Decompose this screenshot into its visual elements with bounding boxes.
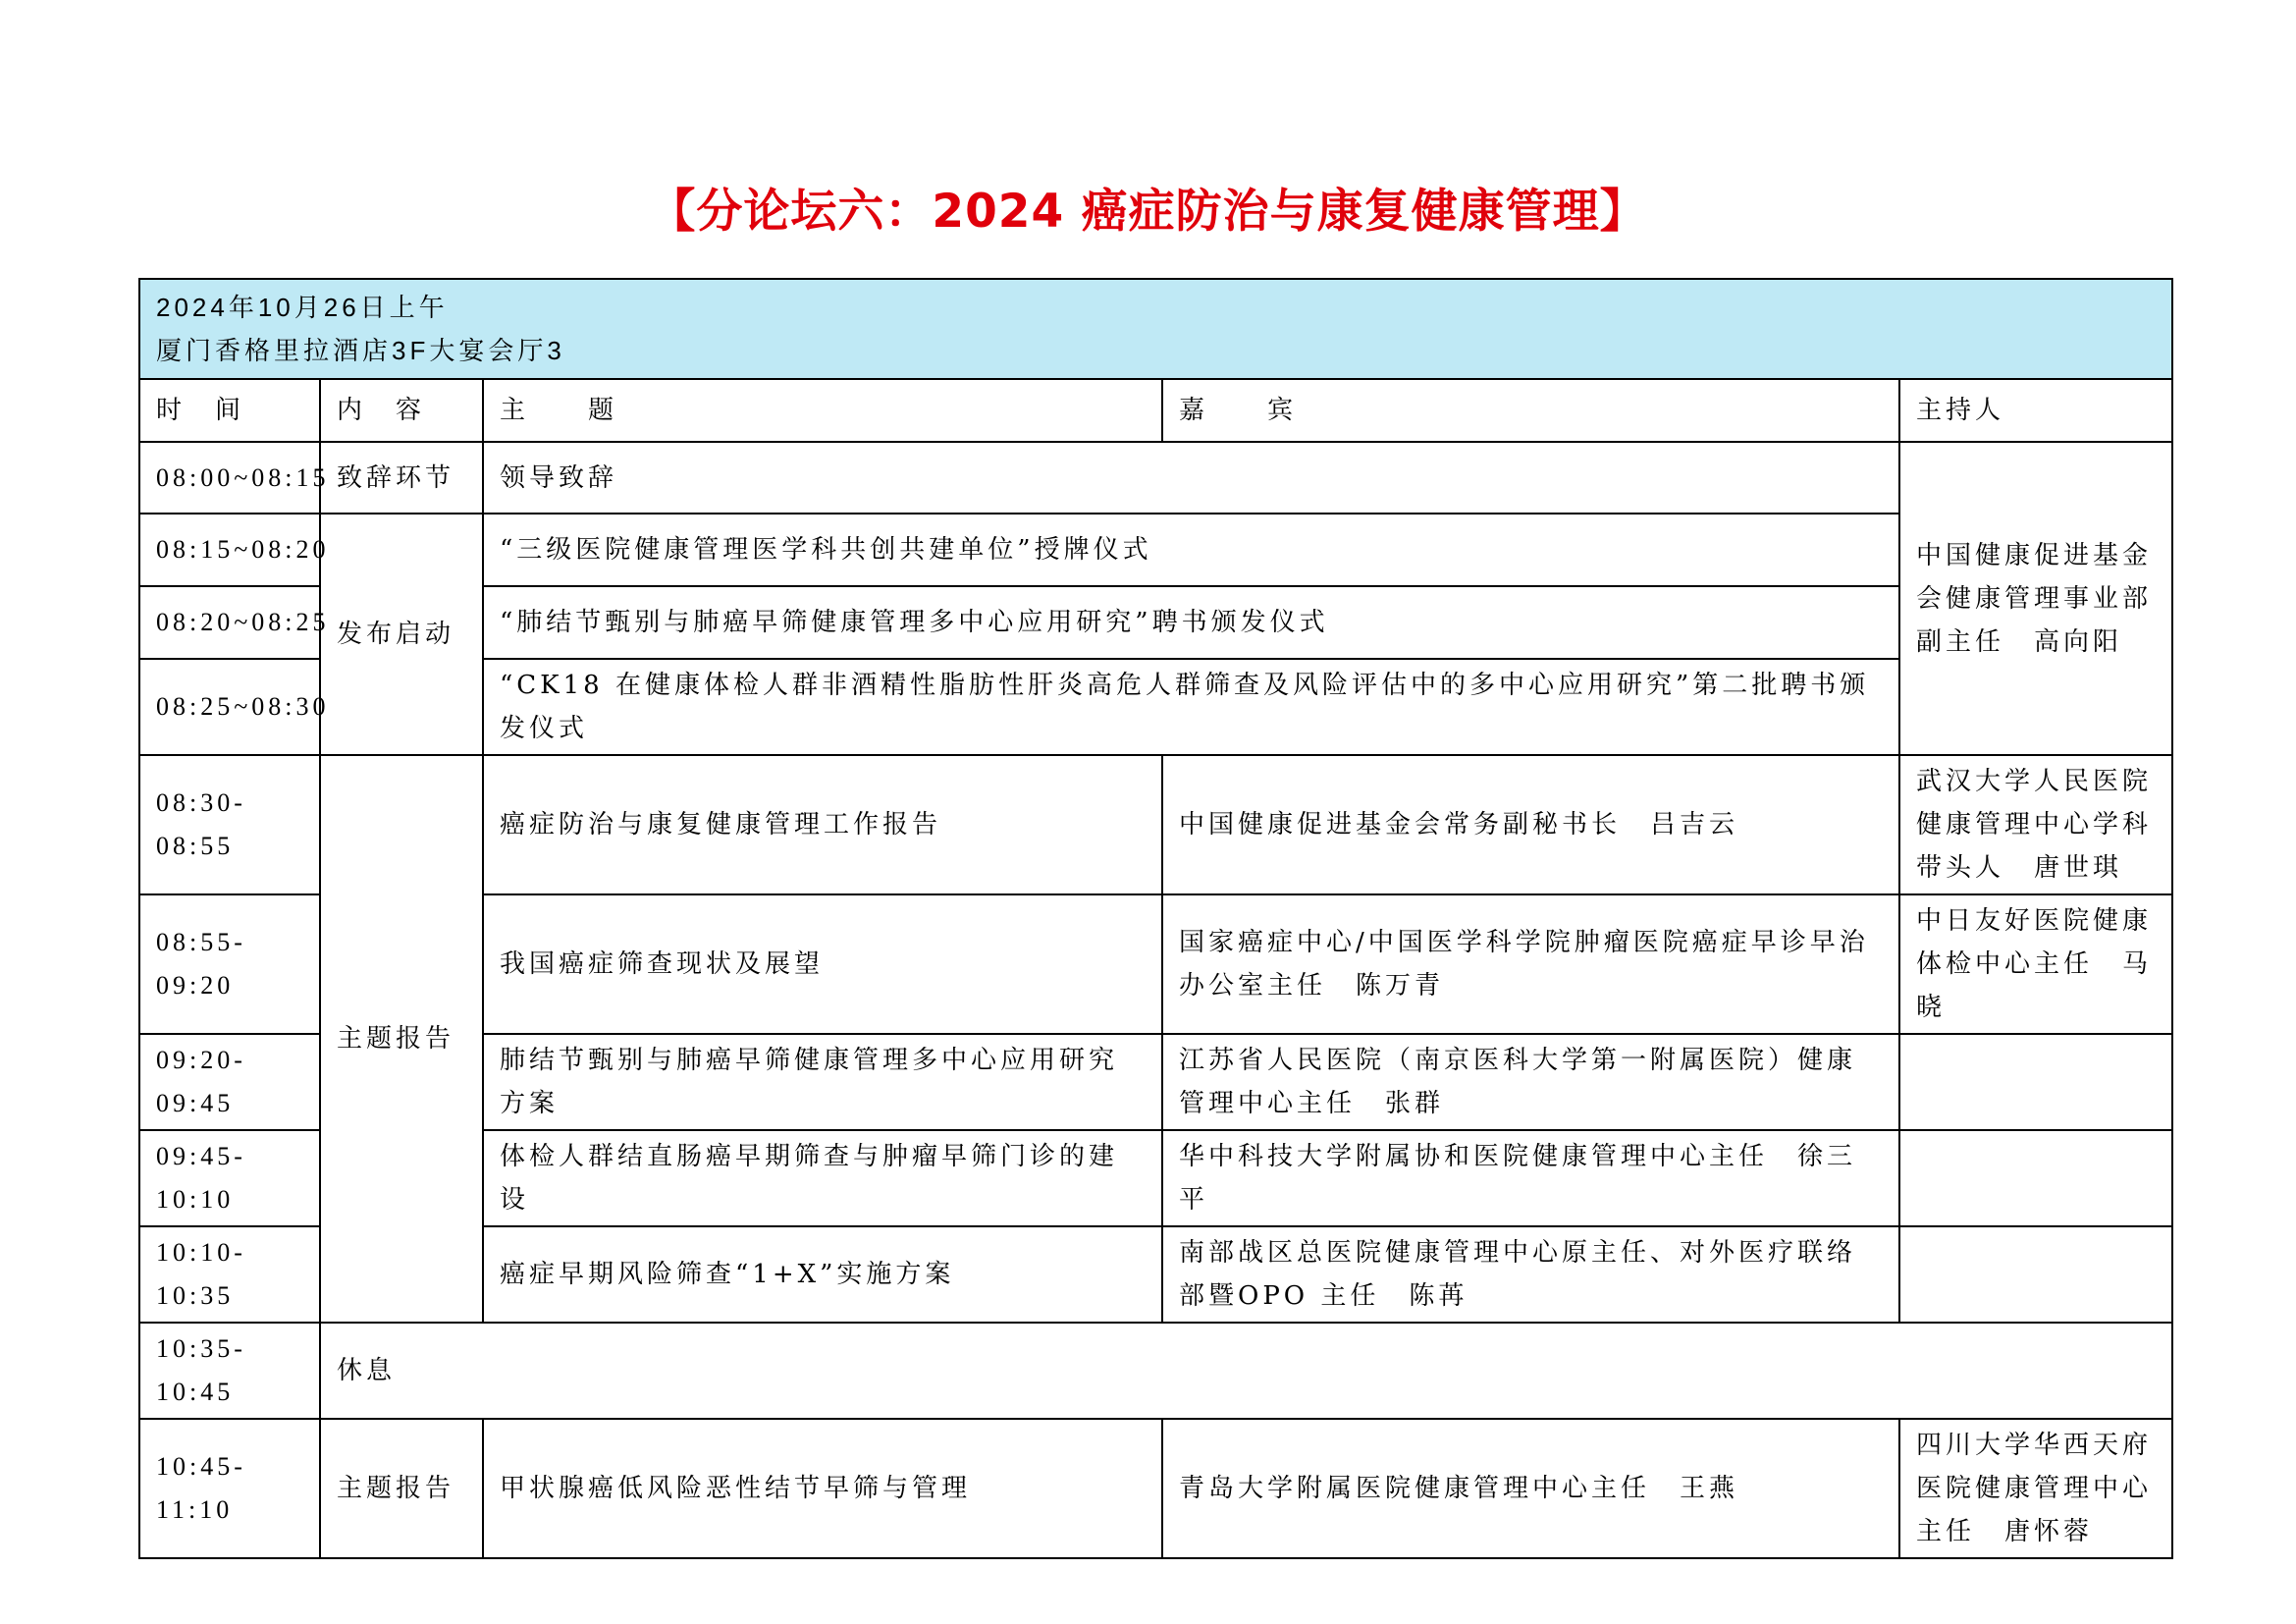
row-topic: “三级医院健康管理医学科共创共建单位”授牌仪式 bbox=[483, 514, 1899, 586]
row-guest: 中国健康促进基金会常务副秘书长 吕吉云 bbox=[1162, 755, 1899, 894]
row-time: 10:10-10:35 bbox=[139, 1226, 320, 1323]
row-topic: “肺结节甄别与肺癌早筛健康管理多中心应用研究”聘书颁发仪式 bbox=[483, 586, 1899, 659]
session-venue: 厦门香格里拉酒店3F大宴会厅3 bbox=[156, 336, 565, 365]
row-time: 08:00~08:15 bbox=[139, 442, 320, 514]
host-cell: 中国健康促进基金会健康管理事业部副主任 高向阳 bbox=[1899, 442, 2172, 755]
row-time: 08:30-08:55 bbox=[139, 755, 320, 894]
session-date: 2024年10月26日上午 bbox=[156, 293, 449, 322]
row-guest: 国家癌症中心/中国医学科学院肿瘤医院癌症早诊早治办公室主任 陈万青 bbox=[1162, 894, 1899, 1034]
row-topic: 甲状腺癌低风险恶性结节早筛与管理 bbox=[483, 1419, 1162, 1558]
host-cell-empty bbox=[1899, 1226, 2172, 1323]
row-topic: 癌症早期风险筛查“1+X”实施方案 bbox=[483, 1226, 1162, 1323]
row-topic: “CK18 在健康体检人群非酒精性脂肪性肝炎高危人群筛查及风险评估中的多中心应用研究”第二批聘书颁发仪式 bbox=[483, 659, 1899, 755]
row-guest: 江苏省人民医院（南京医科大学第一附属医院）健康管理中心主任 张群 bbox=[1162, 1034, 1899, 1130]
col-topic: 主 题 bbox=[483, 379, 1162, 442]
row-topic: 体检人群结直肠癌早期筛查与肿瘤早筛门诊的建设 bbox=[483, 1130, 1162, 1226]
host-cell-empty bbox=[1899, 1034, 2172, 1130]
row-time: 08:55-09:20 bbox=[139, 894, 320, 1034]
row-guest: 南部战区总医院健康管理中心原主任、对外医疗联络部暨OPO 主任 陈苒 bbox=[1162, 1226, 1899, 1323]
row-topic: 领导致辞 bbox=[483, 442, 1899, 514]
table-row bbox=[139, 514, 2172, 586]
host-cell: 中日友好医院健康体检中心主任 马晓 bbox=[1899, 894, 2172, 1034]
table-header-banner bbox=[139, 279, 2172, 379]
row-time: 09:45-10:10 bbox=[139, 1130, 320, 1226]
table-row bbox=[139, 1419, 2172, 1558]
row-topic: 肺结节甄别与肺癌早筛健康管理多中心应用研究方案 bbox=[483, 1034, 1162, 1130]
row-topic: 我国癌症筛查现状及展望 bbox=[483, 894, 1162, 1034]
row-category: 致辞环节 bbox=[320, 442, 483, 514]
row-guest: 华中科技大学附属协和医院健康管理中心主任 徐三平 bbox=[1162, 1130, 1899, 1226]
row-time: 08:20~08:25 bbox=[139, 586, 320, 659]
row-topic: 癌症防治与康复健康管理工作报告 bbox=[483, 755, 1162, 894]
col-content: 内 容 bbox=[320, 379, 483, 442]
row-category: 主题报告 bbox=[320, 1419, 483, 1558]
row-time: 08:15~08:20 bbox=[139, 514, 320, 586]
row-time: 08:25~08:30 bbox=[139, 659, 320, 755]
column-header-row bbox=[139, 379, 2172, 442]
row-time: 10:45-11:10 bbox=[139, 1419, 320, 1558]
col-time: 时 间 bbox=[139, 379, 320, 442]
host-cell-empty bbox=[1899, 1130, 2172, 1226]
table-row bbox=[139, 442, 2172, 514]
col-guest: 嘉 宾 bbox=[1162, 379, 1899, 442]
row-category: 发布启动 bbox=[320, 514, 483, 755]
row-guest: 青岛大学附属医院健康管理中心主任 王燕 bbox=[1162, 1419, 1899, 1558]
page-title: 【分论坛六：2024 癌症防治与康复健康管理】 bbox=[649, 185, 1647, 239]
col-host: 主持人 bbox=[1899, 379, 2172, 442]
host-cell: 四川大学华西天府医院健康管理中心主任 唐怀蓉 bbox=[1899, 1419, 2172, 1558]
table-row bbox=[139, 1323, 2172, 1419]
host-cell: 武汉大学人民医院健康管理中心学科带头人 唐世琪 bbox=[1899, 755, 2172, 894]
row-category: 主题报告 bbox=[320, 755, 483, 1323]
row-time: 09:20-09:45 bbox=[139, 1034, 320, 1130]
table-row bbox=[139, 755, 2172, 894]
break-label: 休息 bbox=[320, 1323, 2172, 1419]
agenda-table bbox=[138, 278, 2173, 1559]
row-time: 10:35-10:45 bbox=[139, 1323, 320, 1419]
